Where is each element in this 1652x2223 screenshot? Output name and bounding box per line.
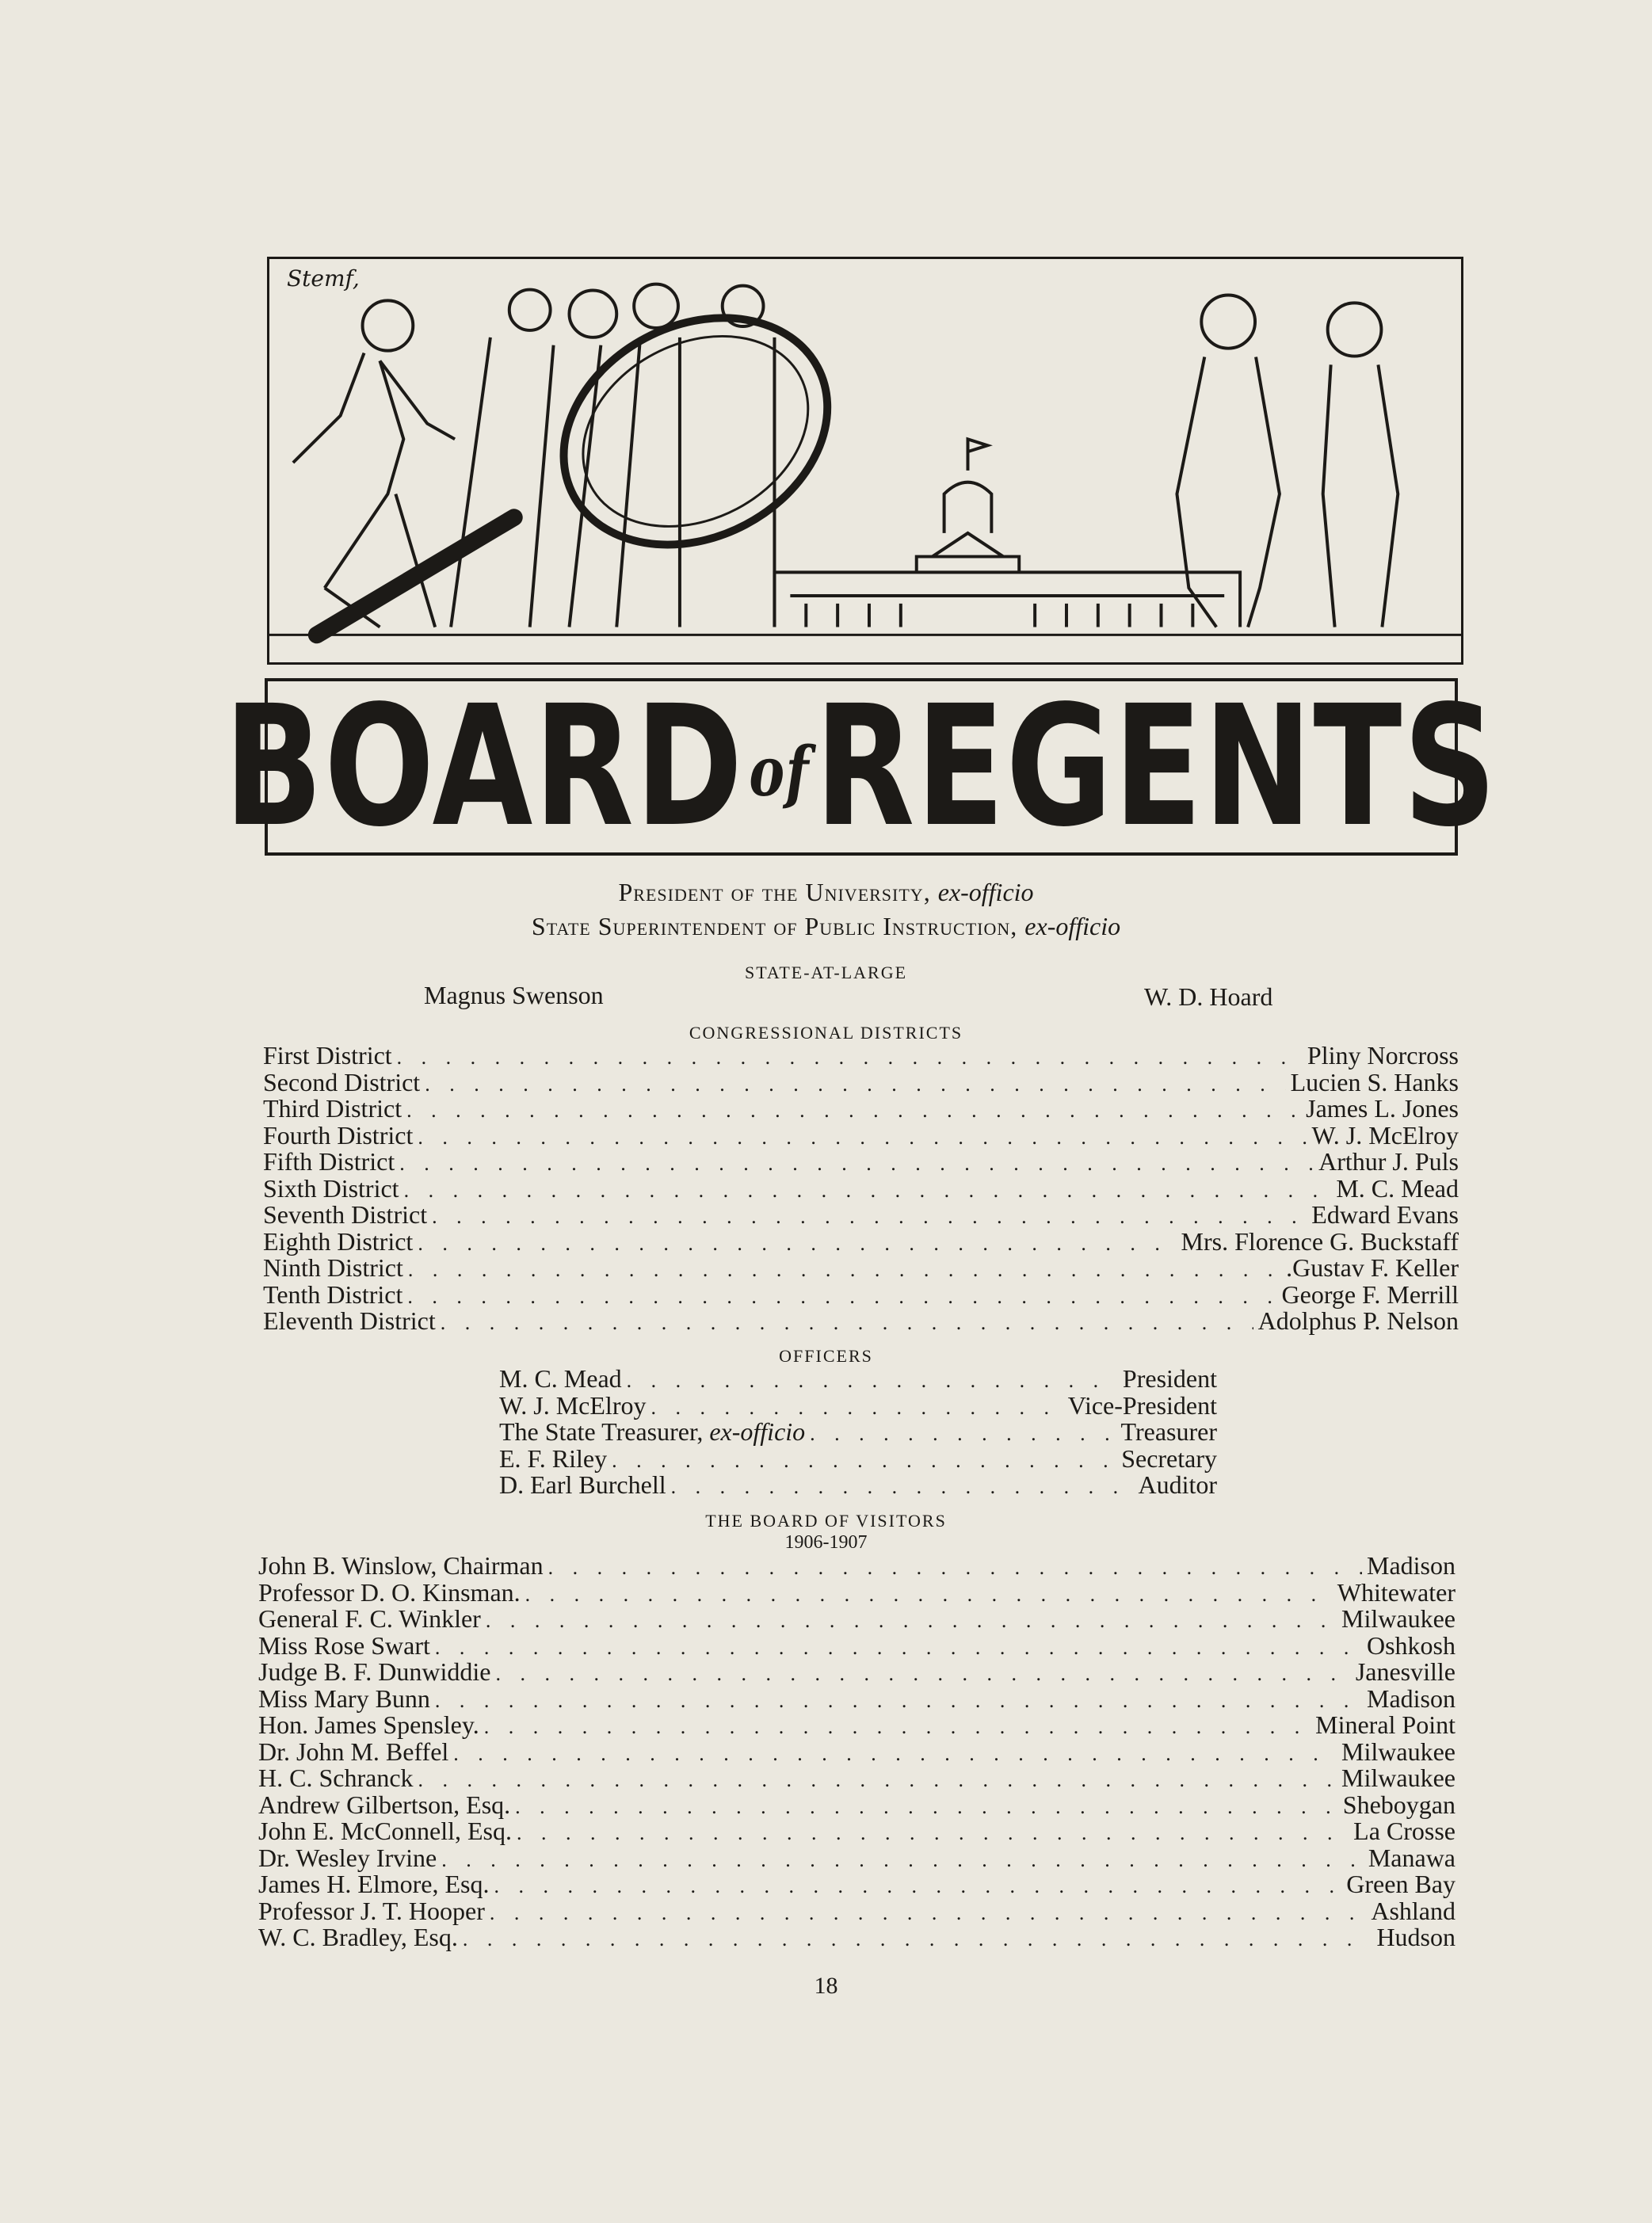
visitor-place: Madison	[1367, 1551, 1456, 1580]
officer-name-italic: ex-officio	[709, 1417, 806, 1446]
visitor-place: Madison	[1367, 1683, 1456, 1713]
visitor-name: Hon. James Spensley.	[258, 1710, 479, 1739]
regent-name: George F. Merrill	[1281, 1279, 1459, 1309]
leader-dots	[425, 1071, 1285, 1098]
leader-dots	[490, 1900, 1366, 1927]
regent-name: .Gustav F. Keller	[1286, 1253, 1459, 1282]
leader-dots	[515, 1794, 1338, 1821]
list-item	[499, 1472, 1217, 1499]
officers-list	[499, 1366, 1217, 1499]
list-item	[263, 1308, 1459, 1335]
page-title	[224, 669, 1498, 864]
list-item	[263, 1255, 1459, 1282]
district-label: Eleventh District	[263, 1306, 436, 1335]
visitor-name: James H. Elmore, Esq.	[258, 1870, 490, 1898]
district-label: Ninth District	[263, 1253, 403, 1282]
regent-name: Adolphus P. Nelson	[1257, 1306, 1459, 1335]
list-item	[263, 1120, 1459, 1150]
officer-title: Secretary	[1121, 1443, 1217, 1473]
leader-dots	[418, 1124, 1307, 1151]
list-item	[263, 1149, 1459, 1176]
officer-name: M. C. Mead	[499, 1364, 622, 1393]
list-item	[258, 1792, 1456, 1819]
regent-name: Lucien S. Hanks	[1290, 1067, 1459, 1096]
officer-name: E. F. Riley	[499, 1443, 608, 1473]
leader-dots	[453, 1741, 1337, 1767]
title-of: of	[749, 732, 811, 812]
regent-name: Mrs. Florence G. Buckstaff	[1181, 1226, 1459, 1256]
visitor-name: Dr. John M. Beffel	[258, 1737, 449, 1766]
ex-officio-line-president	[0, 878, 1652, 907]
list-item	[499, 1443, 1217, 1473]
list-item	[263, 1067, 1459, 1096]
visitor-name: John E. McConnell, Esq.	[258, 1817, 512, 1845]
ex-officio-role: President of the University,	[618, 878, 931, 906]
list-item	[263, 1096, 1459, 1123]
list-item	[263, 1226, 1459, 1256]
leader-dots	[525, 1581, 1333, 1608]
district-label: Seventh District	[263, 1200, 428, 1229]
artist-signature: Stemf,	[287, 265, 360, 292]
regent-name: Arthur J. Puls	[1318, 1147, 1459, 1176]
list-item	[258, 1659, 1456, 1686]
regent-name: Pliny Norcross	[1307, 1041, 1459, 1070]
visitor-name: Judge B. F. Dunwiddie	[258, 1657, 491, 1686]
list-item	[258, 1818, 1456, 1845]
list-item	[263, 1043, 1459, 1070]
list-item	[258, 1898, 1456, 1925]
visitor-place: Oshkosh	[1366, 1630, 1456, 1660]
title-panel	[224, 669, 1498, 864]
leader-dots	[486, 1607, 1337, 1634]
state-at-large-heading: STATE-AT-LARGE	[744, 963, 908, 982]
ex-officio-role: State Superintendent of Public Instruction,	[531, 912, 1018, 940]
list-item	[258, 1924, 1456, 1951]
visitor-place: Manawa	[1368, 1843, 1456, 1872]
regent-name: M. C. Mead	[1336, 1173, 1459, 1203]
visitor-name: John B. Winslow, Chairman	[258, 1551, 544, 1580]
officer-title: President	[1122, 1364, 1217, 1393]
visitor-place: Milwaukee	[1341, 1737, 1456, 1766]
leader-dots	[418, 1230, 1176, 1257]
visitors-heading: THE BOARD OF VISITORS	[705, 1511, 947, 1531]
regent-name: James L. Jones	[1306, 1094, 1459, 1123]
leader-dots	[432, 1203, 1307, 1230]
visitor-name: H. C. Schranck	[258, 1764, 414, 1792]
leader-dots	[650, 1394, 1063, 1421]
leader-dots	[404, 1177, 1332, 1204]
state-at-large-right: W. D. Hoard	[1144, 982, 1273, 1011]
officer-name: W. J. McElroy	[499, 1390, 647, 1420]
regent-name: W. J. McElroy	[1311, 1120, 1459, 1150]
list-item	[258, 1739, 1456, 1766]
list-item	[258, 1845, 1456, 1872]
ex-officio-italic: ex-officio	[1024, 912, 1121, 940]
visitor-place: Whitewater	[1337, 1577, 1456, 1607]
leader-dots	[441, 1310, 1253, 1336]
list-item	[258, 1871, 1456, 1898]
visitor-name: General F. C. Winkler	[258, 1604, 481, 1633]
leader-dots	[517, 1820, 1349, 1847]
ex-officio-line-superintendent	[0, 912, 1652, 941]
leader-dots	[418, 1767, 1337, 1794]
visitors-years: 1906-1907	[784, 1532, 868, 1553]
visitor-name: Andrew Gilbertson, Esq.	[258, 1790, 511, 1819]
leader-dots	[494, 1873, 1342, 1900]
list-item	[263, 1279, 1459, 1309]
visitor-name: Professor D. O. Kinsman.	[258, 1577, 521, 1607]
leader-dots	[810, 1420, 1116, 1447]
officers-heading: OFFICERS	[779, 1346, 873, 1366]
visitor-place: Hudson	[1376, 1923, 1456, 1951]
list-item	[263, 1202, 1459, 1229]
officer-name	[499, 1419, 805, 1446]
officer-title: Treasurer	[1120, 1417, 1217, 1446]
leader-dots	[435, 1634, 1362, 1661]
leader-dots	[399, 1150, 1314, 1177]
leader-dots	[463, 1926, 1372, 1953]
list-item	[258, 1683, 1456, 1713]
list-item	[499, 1390, 1217, 1420]
leader-dots	[407, 1283, 1276, 1310]
district-label: Second District	[263, 1067, 421, 1096]
list-item	[499, 1419, 1217, 1446]
cartoon-drawing	[269, 259, 1461, 662]
page-number: 18	[814, 1973, 838, 1999]
officer-name-text: The State Treasurer,	[499, 1417, 704, 1446]
visitor-place: Ashland	[1371, 1896, 1456, 1925]
list-item	[258, 1553, 1456, 1580]
ex-officio-italic: ex-officio	[937, 878, 1034, 906]
district-label: Tenth District	[263, 1279, 403, 1309]
list-item	[258, 1765, 1456, 1792]
congressional-list	[263, 1043, 1459, 1335]
visitor-name: Miss Rose Swart	[258, 1630, 430, 1660]
visitor-name: Professor J. T. Hooper	[258, 1896, 485, 1925]
district-label: Fourth District	[263, 1120, 414, 1150]
congressional-heading: CONGRESSIONAL DISTRICTS	[689, 1023, 963, 1043]
title-regents: REGENTS	[815, 669, 1498, 864]
visitor-place: Green Bay	[1346, 1870, 1456, 1898]
visitor-place: Janesville	[1355, 1657, 1456, 1686]
leader-dots	[435, 1687, 1362, 1714]
visitor-place: Mineral Point	[1315, 1710, 1456, 1739]
state-at-large-left: Magnus Swenson	[424, 981, 604, 1009]
list-item	[258, 1712, 1456, 1739]
leader-dots	[397, 1044, 1303, 1071]
leader-dots	[612, 1447, 1116, 1474]
list-item	[258, 1606, 1456, 1633]
list-item	[258, 1630, 1456, 1660]
leader-dots	[441, 1847, 1364, 1874]
leader-dots	[548, 1554, 1362, 1581]
district-label: Sixth District	[263, 1173, 399, 1203]
figure-head	[363, 300, 414, 350]
visitor-place: Milwaukee	[1341, 1604, 1456, 1633]
district-label: Fifth District	[263, 1147, 395, 1176]
officer-title: Vice-President	[1067, 1390, 1217, 1420]
officer-name: D. Earl Burchell	[499, 1470, 666, 1499]
cartoon-illustration	[267, 257, 1463, 665]
leader-dots	[671, 1474, 1134, 1500]
title-board: BOARD	[224, 669, 745, 864]
list-item	[499, 1366, 1217, 1393]
leader-dots	[484, 1714, 1311, 1741]
visitor-name: Miss Mary Bunn	[258, 1683, 430, 1713]
district-label: Third District	[263, 1094, 403, 1123]
leader-dots	[495, 1661, 1350, 1687]
regent-name: Edward Evans	[1311, 1200, 1459, 1229]
district-label: Eighth District	[263, 1226, 414, 1256]
visitor-place: La Crosse	[1353, 1817, 1456, 1845]
district-label: First District	[263, 1041, 392, 1070]
visitor-name: W. C. Bradley, Esq.	[258, 1923, 458, 1951]
visitor-place: Sheboygan	[1342, 1790, 1456, 1819]
leader-dots	[406, 1097, 1301, 1124]
leader-dots	[408, 1256, 1281, 1283]
list-item	[263, 1173, 1459, 1203]
visitor-name: Dr. Wesley Irvine	[258, 1843, 437, 1872]
officer-title: Auditor	[1138, 1470, 1217, 1499]
visitors-list	[258, 1553, 1456, 1951]
leader-dots	[627, 1367, 1118, 1394]
visitor-place: Milwaukee	[1341, 1764, 1456, 1792]
list-item	[258, 1577, 1456, 1607]
